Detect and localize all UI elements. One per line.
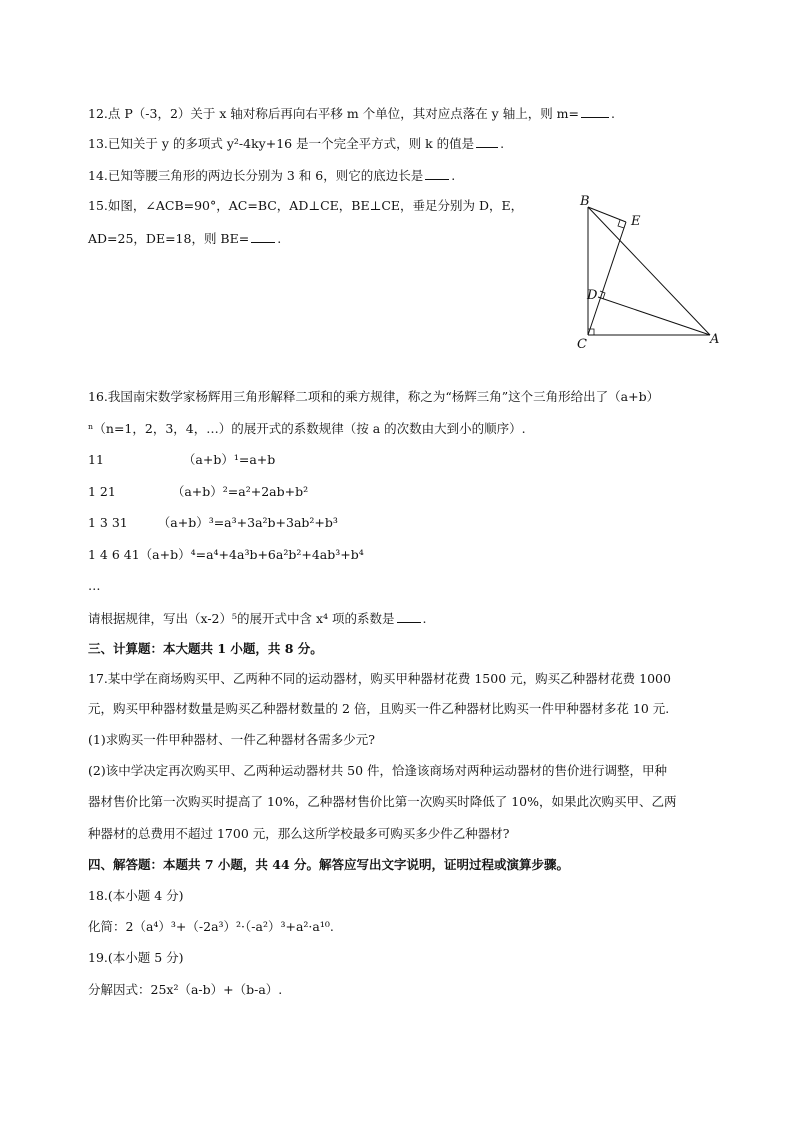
text-segment: 11 <box>88 452 104 467</box>
text-segment: 化简：2（a⁴）³+（-2a³）²·（-a²）³+a²·a¹⁰. <box>88 919 334 934</box>
segment-ad <box>598 297 710 335</box>
geometry-figure <box>570 195 730 355</box>
text-segment: 1 21 <box>88 484 116 499</box>
text-segment: 17.某中学在商场购买甲、乙两种不同的运动器材，购买甲种器材花费 1500 元，购买乙种器材花费 1000 <box>88 671 671 686</box>
text-line-q14 <box>88 167 455 184</box>
text-segment: 12.点 P（-3，2）关于 x 轴对称后再向右平移 m 个单位，其对应点落在 y 轴上，则 m= <box>88 106 579 121</box>
text-line-p3 <box>88 515 338 531</box>
text-line-p4 <box>88 547 364 563</box>
text-segment: . <box>451 168 456 183</box>
text-segment: . <box>500 136 505 151</box>
text-segment: 1 4 6 41（a+b）⁴=a⁴+4a³b+6a²b²+4ab³+b⁴ <box>88 547 364 562</box>
text-line-q17b <box>88 701 669 717</box>
label-a: A <box>710 332 720 347</box>
text-segment: 13.已知关于 y 的多项式 y²-4ky+16 是一个完全平方式，则 k 的值是 <box>88 136 475 151</box>
text-segment: … <box>88 578 101 593</box>
answer-blank <box>425 167 449 180</box>
text-line-p2 <box>88 484 308 500</box>
text-segment: 请根据规律，写出（x-2）⁵的展开式中含 x⁴ 项的系数是 <box>88 611 395 626</box>
text-line-sec3 <box>88 641 323 657</box>
segment-ce <box>588 222 626 335</box>
text-segment: 分解因式：25x²（a-b）+（b-a）. <box>88 982 283 997</box>
text-segment: 三、计算题：本大题共 1 小题，共 8 分。 <box>88 641 323 656</box>
text-segment: 18.(本小题 4 分) <box>88 888 184 903</box>
text-line-q17d <box>88 763 667 779</box>
text-line-q17f <box>88 826 509 842</box>
answer-blank <box>476 135 498 148</box>
label-b: B <box>580 195 590 209</box>
text-segment: 四、解答题：本题共 7 小题，共 44 分。解答应写出文字说明，证明过程或演算步骤。 <box>88 857 570 872</box>
text-segment: . <box>277 231 282 246</box>
answer-blank <box>397 610 421 623</box>
text-segment: 14.已知等腰三角形的两边长分别为 3 和 6，则它的底边长是 <box>88 168 424 183</box>
text-line-q15a <box>88 198 523 214</box>
text-line-q19b <box>88 982 282 998</box>
text-line-q17a <box>88 671 671 687</box>
text-segment: (2)该中学决定再次购买甲、乙两种运动器材共 50 件，恰逢该商场对两种运动器材的售价进行调整，甲种 <box>88 763 668 778</box>
text-line-q18a <box>88 888 184 904</box>
text-segment: （a+b）³=a³+3a²b+3ab²+b³ <box>157 515 338 530</box>
text-segment: (1)求购买一件甲种器材、一件乙种器材各需多少元? <box>88 732 375 747</box>
text-line-q16b <box>88 421 526 437</box>
text-segment: . <box>611 106 615 121</box>
text-segment: （a+b）¹=a+b <box>182 452 276 467</box>
text-line-q17c <box>88 732 375 748</box>
segment-be <box>588 207 626 222</box>
text-segment: （a+b）²=a²+2ab+b² <box>171 484 309 499</box>
text-line-q16c <box>88 610 427 627</box>
text-line-q17e <box>88 794 677 810</box>
text-segment: 19.(本小题 5 分) <box>88 950 184 965</box>
text-segment: 1 3 31 <box>88 515 128 530</box>
text-segment: 15.如图，∠ACB=90°，AC=BC，AD⊥CE，BE⊥CE，垂足分别为 D，E， <box>88 198 524 213</box>
text-segment: AD=25，DE=18，则 BE= <box>88 231 250 246</box>
text-line-q12 <box>88 105 615 122</box>
text-line-q13 <box>88 135 504 152</box>
text-segment: 元，购买甲种器材数量是购买乙种器材数量的 2 倍，且购买一件乙种器材比购买一件甲种器材多花 10 元. <box>88 701 670 716</box>
text-line-p1 <box>88 452 275 468</box>
text-segment: ⁿ（n=1，2，3，4，…）的展开式的系数规律（按 a 的次数由大到小的顺序）. <box>88 421 526 436</box>
text-line-q18b <box>88 919 334 935</box>
label-d: D <box>587 288 598 303</box>
text-segment: 器材售价比第一次购买时提高了 10%，乙种器材售价比第一次购买时降低了 10%，如果此次购买甲、乙两 <box>88 794 677 809</box>
text-line-dots <box>88 578 101 594</box>
text-line-q15b <box>88 230 281 247</box>
text-line-q16a <box>88 389 659 405</box>
text-segment: . <box>422 611 427 626</box>
label-c: C <box>577 337 587 352</box>
text-segment: 16.我国南宋数学家杨辉用三角形解释二项和的乘方规律，称之为“杨辉三角”这个三角形给出了（a+b） <box>88 389 660 404</box>
text-line-sec4 <box>88 857 569 873</box>
text-line-q19a <box>88 950 184 966</box>
segment-ba <box>588 207 710 335</box>
label-e: E <box>631 214 641 229</box>
text-segment: 种器材的总费用不超过 1700 元，那么这所学校最多可购买多少件乙种器材? <box>88 826 510 841</box>
answer-blank <box>251 230 275 243</box>
answer-blank <box>581 105 609 118</box>
